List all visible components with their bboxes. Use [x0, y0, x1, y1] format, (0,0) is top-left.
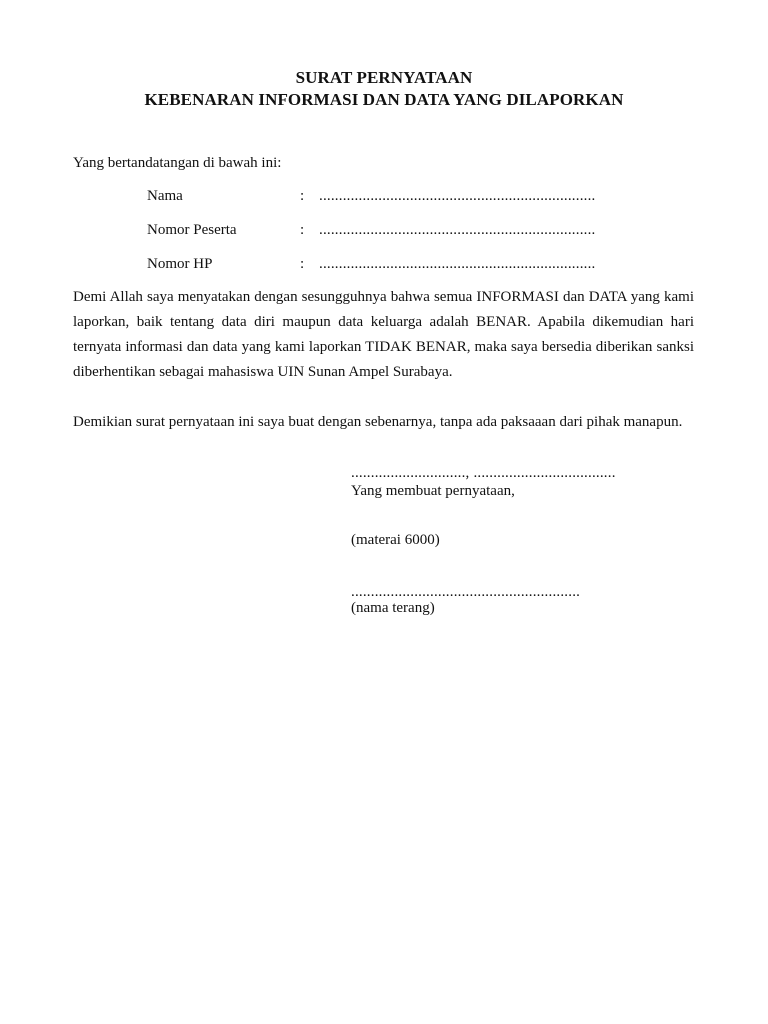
field-colon: :	[300, 222, 305, 238]
signature-materai: (materai 6000)	[351, 532, 440, 548]
field-colon: :	[300, 256, 305, 272]
field-label: Nomor HP	[147, 256, 213, 272]
closing-paragraph: Demikian surat pernyataan ini saya buat dengan sebenarnya, tanpa ada paksaaan dari pihak manapun.	[73, 414, 683, 430]
field-row-nomor-peserta	[0, 220, 768, 240]
field-blank-line: ......................................................................	[319, 222, 596, 238]
field-row-nama	[0, 186, 768, 206]
statement-paragraph: Demi Allah saya menyatakan dengan sesungguhnya bahwa semua INFORMASI dan DATA yang kami laporkan, baik tentang data diri maupun data keluarga adalah BENAR. Apabila dikemudian hari ternyata informasi dan data yang kami laporkan TIDAK BENAR, maka saya bersedia diberikan sanksi diberhentikan sebagai mahasiswa UIN Sunan Ampel Surabaya.	[73, 289, 694, 380]
field-blank-line: ......................................................................	[319, 188, 596, 204]
field-row-nomor-hp	[0, 254, 768, 274]
signature-name-label: (nama terang)	[351, 600, 435, 616]
document-subtitle: KEBENARAN INFORMASI DAN DATA YANG DILAPORKAN	[144, 90, 624, 109]
field-label: Nama	[147, 188, 183, 204]
field-colon: :	[300, 188, 305, 204]
signature-line: ..........................................................	[351, 584, 581, 600]
intro-text: Yang bertandatangan di bawah ini:	[73, 155, 282, 171]
field-blank-line: ......................................................................	[319, 256, 596, 272]
field-label: Nomor Peserta	[147, 222, 237, 238]
signature-maker-label: Yang membuat pernyataan,	[351, 483, 515, 499]
document-title: SURAT PERNYATAAN	[295, 68, 473, 87]
signature-place-date: ............................., ....................................	[351, 465, 616, 481]
